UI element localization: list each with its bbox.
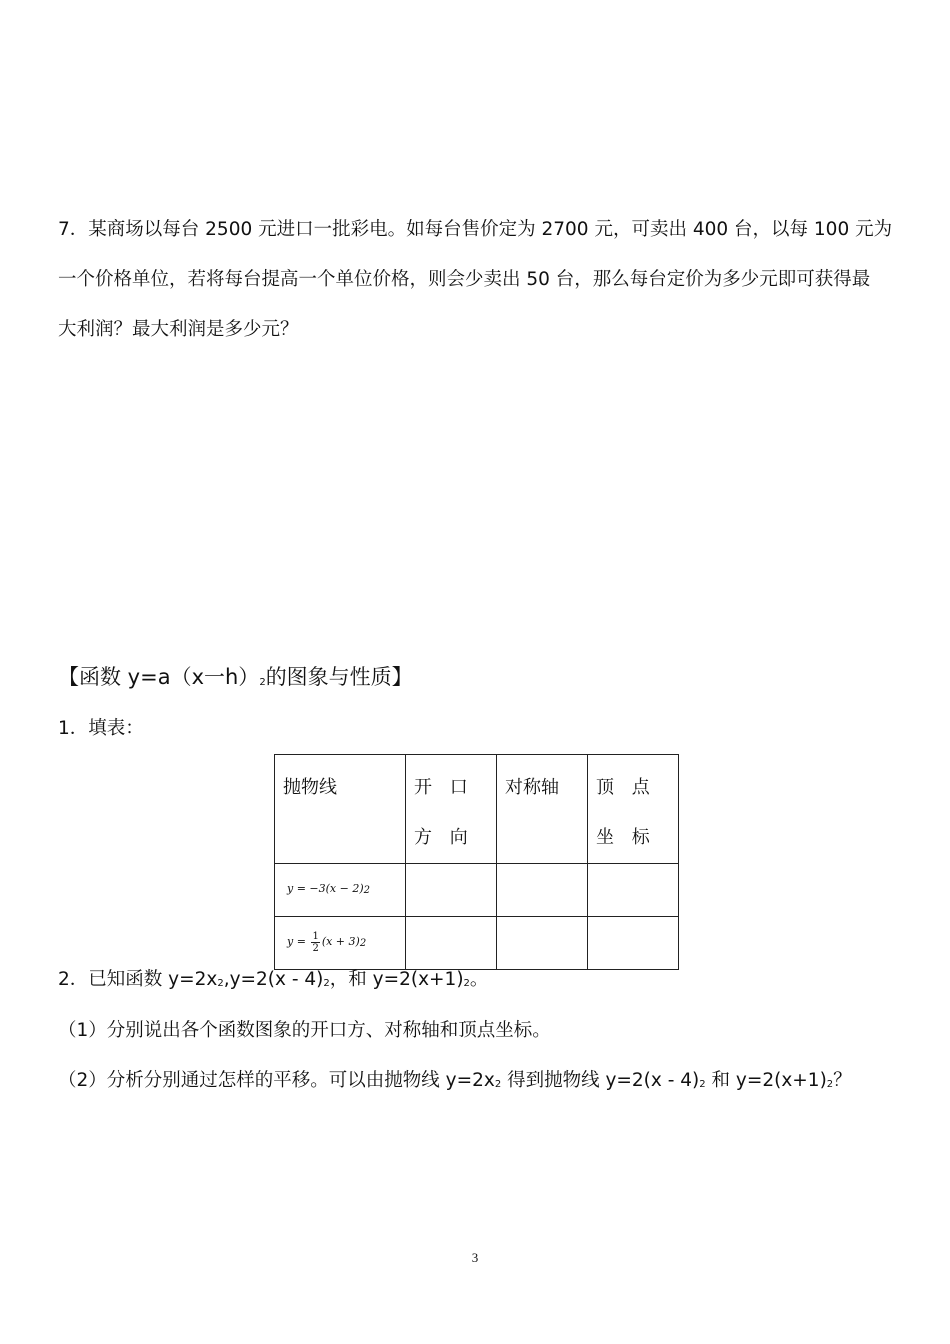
page-number: 3 (471, 1250, 479, 1265)
answer-cell[interactable] (497, 864, 588, 917)
equation-cell: $y = -3(x - 2)_2$ (275, 864, 406, 917)
fill-in-table (274, 754, 679, 970)
q7-line-2: 一个价格单位，若将每台提高一个单位价格，则会少卖出 50 台，那么每台定价为多少元即可获得最 (58, 269, 871, 290)
header-parabola: 抛物线 (275, 755, 406, 864)
header-axis-of-symmetry: 对称轴 (497, 755, 588, 864)
q2-statement: 2．已知函数 $y=2x_2,y=2(x - 4)_2$，和 $y=2(x+1)_2$。 (58, 969, 489, 990)
answer-cell[interactable] (588, 864, 679, 917)
table-row (275, 864, 679, 917)
header-vertex-coordinates: 顶 点 坐 标 (588, 755, 679, 864)
fraction: $\frac{1}{2}$ (312, 930, 319, 954)
equation-cell: y = $\frac{1}{2}$ $(x + 3)_2$ (275, 917, 406, 970)
q7-line-3: 大利润？最大利润是多少元？ (58, 319, 299, 340)
q2-part-1: （1）分别说出各个函数图象的开口方、对称轴和顶点坐标。 (58, 1020, 551, 1041)
q7-line-1: 7．某商场以每台 2500 元进口一批彩电。如每台售价定为 2700 元，可卖出 400 台，以每 100 元为 (58, 219, 893, 240)
answer-cell[interactable] (588, 917, 679, 970)
answer-cell[interactable] (497, 917, 588, 970)
answer-cell[interactable] (406, 917, 497, 970)
q1-label: 1．填表： (58, 718, 144, 739)
table-row (275, 917, 679, 970)
section-heading: 【函数 y=a（x一$h)_2$的图象与性质】 (58, 665, 413, 689)
header-opening-direction: 开 口 方 向 (406, 755, 497, 864)
q2-part-2: （2）分析分别通过怎样的平移。可以由抛物线 $y=2x_2$ 得到抛物线 $y=2(x - 4)_2$ 和 $y=2(x+1)_2$？ (58, 1070, 852, 1091)
answer-cell[interactable] (406, 864, 497, 917)
